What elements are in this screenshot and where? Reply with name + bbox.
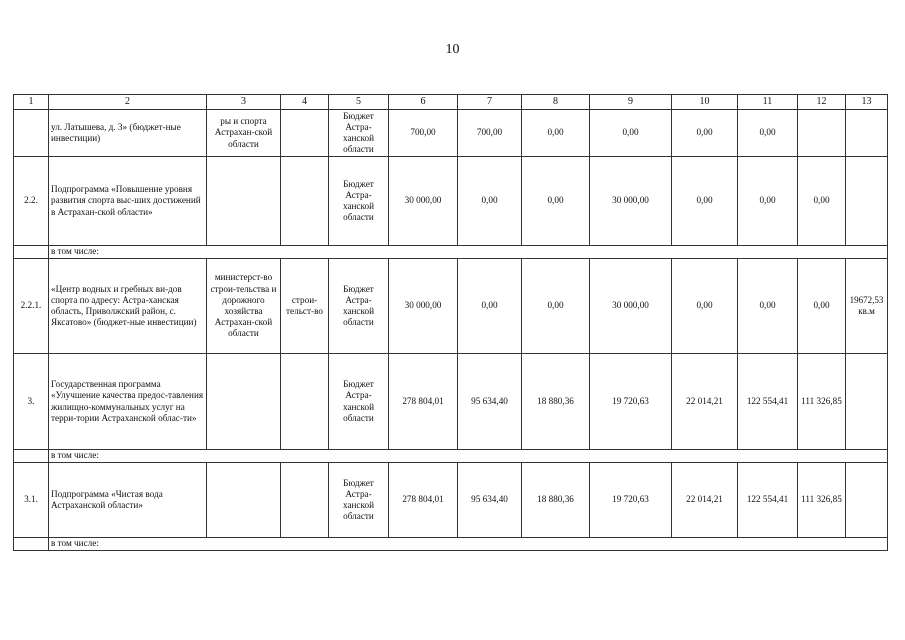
item-name: Государственная программа «Улучшение качества предос-тавления жилищно-коммунальных услуг на терри-тории Астраханской облас-ти» — [49, 354, 207, 450]
value-cell: 111 326,85 — [798, 463, 846, 538]
column-number: 8 — [522, 95, 590, 110]
responsible-agency — [207, 463, 281, 538]
including-label: в том числе: — [49, 246, 888, 259]
value-cell: 30 000,00 — [590, 259, 672, 354]
value-cell: 19 720,63 — [590, 463, 672, 538]
column-number: 6 — [389, 95, 458, 110]
value-cell: 111 326,85 — [798, 354, 846, 450]
page-number: 10 — [445, 42, 460, 57]
subheader-row — [14, 450, 888, 463]
capacity-cell: 19672,53 кв.м — [846, 259, 888, 354]
value-cell: 0,00 — [522, 157, 590, 246]
column-number-row — [14, 95, 888, 110]
budget-table — [13, 94, 888, 551]
value-cell: 95 634,40 — [458, 463, 522, 538]
column-number: 3 — [207, 95, 281, 110]
value-cell: 30 000,00 — [389, 157, 458, 246]
funding-source: Бюджет Астра-ханской области — [329, 354, 389, 450]
value-cell: 95 634,40 — [458, 354, 522, 450]
responsible-agency: ры и спорта Астрахан-ской области — [207, 110, 281, 157]
value-cell: 0,00 — [458, 259, 522, 354]
value-cell: 22 014,21 — [672, 463, 738, 538]
item-number — [14, 110, 49, 157]
value-cell: 278 804,01 — [389, 463, 458, 538]
column-number: 5 — [329, 95, 389, 110]
value-cell: 0,00 — [738, 259, 798, 354]
capacity-cell — [846, 463, 888, 538]
table-row — [14, 157, 888, 246]
value-cell: 0,00 — [798, 259, 846, 354]
column-number: 13 — [846, 95, 888, 110]
activity-type — [281, 157, 329, 246]
capacity-cell — [846, 110, 888, 157]
value-cell: 0,00 — [798, 157, 846, 246]
column-number: 7 — [458, 95, 522, 110]
capacity-cell — [846, 354, 888, 450]
column-number: 2 — [49, 95, 207, 110]
funding-source: Бюджет Астра-ханской области — [329, 463, 389, 538]
value-cell: 700,00 — [458, 110, 522, 157]
column-number: 1 — [14, 95, 49, 110]
capacity-cell — [846, 157, 888, 246]
value-cell: 0,00 — [672, 259, 738, 354]
subheader-row — [14, 538, 888, 551]
value-cell: 30 000,00 — [389, 259, 458, 354]
table-row — [14, 110, 888, 157]
column-number: 4 — [281, 95, 329, 110]
value-cell: 0,00 — [522, 259, 590, 354]
value-cell: 22 014,21 — [672, 354, 738, 450]
item-number: 2.2.1. — [14, 259, 49, 354]
value-cell: 18 880,36 — [522, 463, 590, 538]
funding-source: Бюджет Астра-ханской области — [329, 259, 389, 354]
activity-type — [281, 463, 329, 538]
value-cell: 19 720,63 — [590, 354, 672, 450]
value-cell — [798, 110, 846, 157]
responsible-agency: министерст-во строи-тельства и дорожного хозяйства Астрахан-ской области — [207, 259, 281, 354]
table-row — [14, 259, 888, 354]
including-label: в том числе: — [49, 538, 888, 551]
column-number: 9 — [590, 95, 672, 110]
value-cell: 0,00 — [738, 157, 798, 246]
item-name: «Центр водных и гребных ви-дов спорта по адресу: Астра-ханская область, Приволжский район, с. Яксатово» (бюджет-ные инвестиции) — [49, 259, 207, 354]
item-number: 3. — [14, 354, 49, 450]
activity-type — [281, 354, 329, 450]
value-cell: 0,00 — [672, 110, 738, 157]
value-cell: 18 880,36 — [522, 354, 590, 450]
column-number: 10 — [672, 95, 738, 110]
responsible-agency — [207, 157, 281, 246]
value-cell: 30 000,00 — [590, 157, 672, 246]
funding-source: Бюджет Астра-ханской области — [329, 157, 389, 246]
column-number: 11 — [738, 95, 798, 110]
subheader-row — [14, 246, 888, 259]
column-number: 12 — [798, 95, 846, 110]
value-cell: 122 554,41 — [738, 463, 798, 538]
value-cell: 0,00 — [458, 157, 522, 246]
table-row — [14, 354, 888, 450]
responsible-agency — [207, 354, 281, 450]
value-cell: 0,00 — [522, 110, 590, 157]
item-name: Подпрограмма «Чистая вода Астраханской области» — [49, 463, 207, 538]
item-name: ул. Латышева, д. 3» (бюджет-ные инвестиции) — [49, 110, 207, 157]
item-number: 2.2. — [14, 157, 49, 246]
item-name: Подпрограмма «Повышение уровня развития спорта выс-ших достижений в Астрахан-ской области» — [49, 157, 207, 246]
item-number: 3.1. — [14, 463, 49, 538]
activity-type — [281, 110, 329, 157]
value-cell: 700,00 — [389, 110, 458, 157]
table-row — [14, 463, 888, 538]
value-cell: 278 804,01 — [389, 354, 458, 450]
value-cell: 0,00 — [738, 110, 798, 157]
value-cell: 0,00 — [590, 110, 672, 157]
value-cell: 122 554,41 — [738, 354, 798, 450]
activity-type: строи-тельст-во — [281, 259, 329, 354]
funding-source: Бюджет Астра-ханской области — [329, 110, 389, 157]
value-cell: 0,00 — [672, 157, 738, 246]
including-label: в том числе: — [49, 450, 888, 463]
